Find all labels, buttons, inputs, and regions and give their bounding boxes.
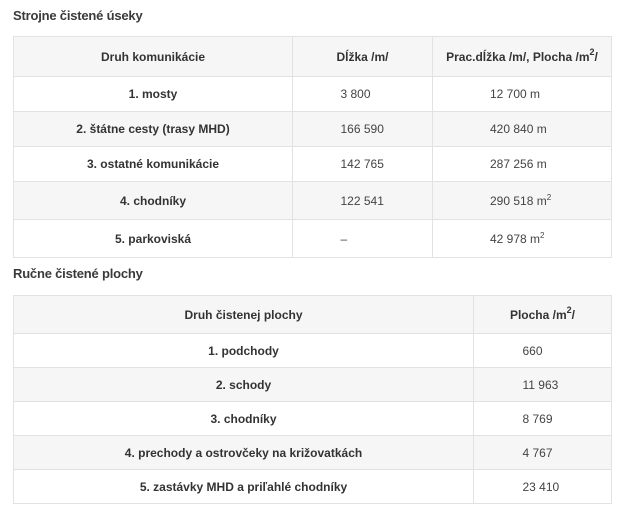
- area-value-wrap: [490, 232, 554, 246]
- area-cell: [433, 77, 612, 112]
- header-text-suffix: /: [594, 49, 598, 64]
- area-value-wrap: [490, 157, 554, 171]
- area-value-wrap: [490, 87, 554, 101]
- area-cell: [474, 368, 612, 402]
- area-value: 11 963: [522, 377, 559, 392]
- area-cell: [474, 436, 612, 470]
- area-cell: [433, 220, 612, 258]
- column-header-length: Dĺžka /m/: [293, 37, 433, 77]
- row-label: 5. parkoviská: [14, 220, 293, 258]
- column-header-surface-type: Druh čistenej plochy: [14, 296, 474, 334]
- table-row: [14, 368, 612, 402]
- table-row: [14, 147, 612, 182]
- area-value-wrap: [490, 122, 554, 136]
- area-value: 287 256 m: [490, 157, 547, 171]
- header-text: Prac.dĺžka /m/, Plocha /m: [446, 49, 590, 64]
- area-value: 23 410: [522, 479, 560, 494]
- length-value: 122 541: [340, 193, 384, 208]
- area-value: 660: [522, 343, 543, 358]
- row-label: 2. schody: [14, 368, 474, 402]
- area-value: 420 840 m: [490, 122, 547, 136]
- area-value: 42 978 m: [490, 231, 541, 246]
- area-unit-superscript: 2: [540, 230, 545, 240]
- column-header-work-length-area: [433, 37, 612, 77]
- area-cell: [474, 402, 612, 436]
- table-row: [14, 334, 612, 368]
- table-row: [14, 112, 612, 147]
- area-value: 4 767: [522, 445, 553, 460]
- area-cell: [474, 470, 612, 504]
- length-cell: [293, 220, 433, 258]
- table-row: [14, 220, 612, 258]
- row-label: 4. prechody a ostrovčeky na križovatkách: [14, 436, 474, 470]
- area-cell: [474, 334, 612, 368]
- length-value: –: [340, 231, 348, 246]
- row-label: 4. chodníky: [14, 182, 293, 220]
- row-label: 1. mosty: [14, 77, 293, 112]
- length-value: 142 765: [340, 157, 384, 171]
- row-label: 3. chodníky: [14, 402, 474, 436]
- section-title-machine-cleaned: Strojne čistené úseky: [13, 8, 143, 23]
- table-row: [14, 402, 612, 436]
- row-label: 2. štátne cesty (trasy MHD): [14, 112, 293, 147]
- header-text-suffix: /: [571, 307, 576, 322]
- column-header-area: [474, 296, 612, 334]
- table-row: [14, 436, 612, 470]
- column-header-road-type: Druh komunikácie: [14, 37, 293, 77]
- area-value: 12 700 m: [490, 87, 541, 101]
- table-row: [14, 470, 612, 504]
- length-value: 3 800: [340, 87, 371, 101]
- section-title-hand-cleaned: Ručne čistené plochy: [13, 266, 143, 281]
- area-unit-superscript: 2: [546, 192, 552, 202]
- row-label: 5. zastávky MHD a priľahlé chodníky: [14, 470, 474, 504]
- table-header-row: [14, 37, 612, 77]
- table-header-row: [14, 296, 612, 334]
- table-row: [14, 77, 612, 112]
- area-cell: [433, 147, 612, 182]
- area-value-wrap: [490, 194, 554, 208]
- header-superscript: 2: [589, 46, 595, 57]
- length-cell: [293, 112, 433, 147]
- area-cell: [433, 112, 612, 147]
- length-cell: [293, 77, 433, 112]
- header-text: Plocha /m: [509, 307, 567, 322]
- row-label: 1. podchody: [14, 334, 474, 368]
- length-cell: [293, 182, 433, 220]
- hand-cleaned-table: [13, 295, 612, 504]
- area-cell: [433, 182, 612, 220]
- machine-cleaned-table: [13, 36, 612, 258]
- header-superscript: 2: [566, 304, 572, 315]
- length-cell: [293, 147, 433, 182]
- row-label: 3. ostatné komunikácie: [14, 147, 293, 182]
- area-value: 290 518 m: [490, 193, 547, 208]
- area-value: 8 769: [522, 411, 553, 426]
- table-row: [14, 182, 612, 220]
- length-value: 166 590: [340, 122, 384, 136]
